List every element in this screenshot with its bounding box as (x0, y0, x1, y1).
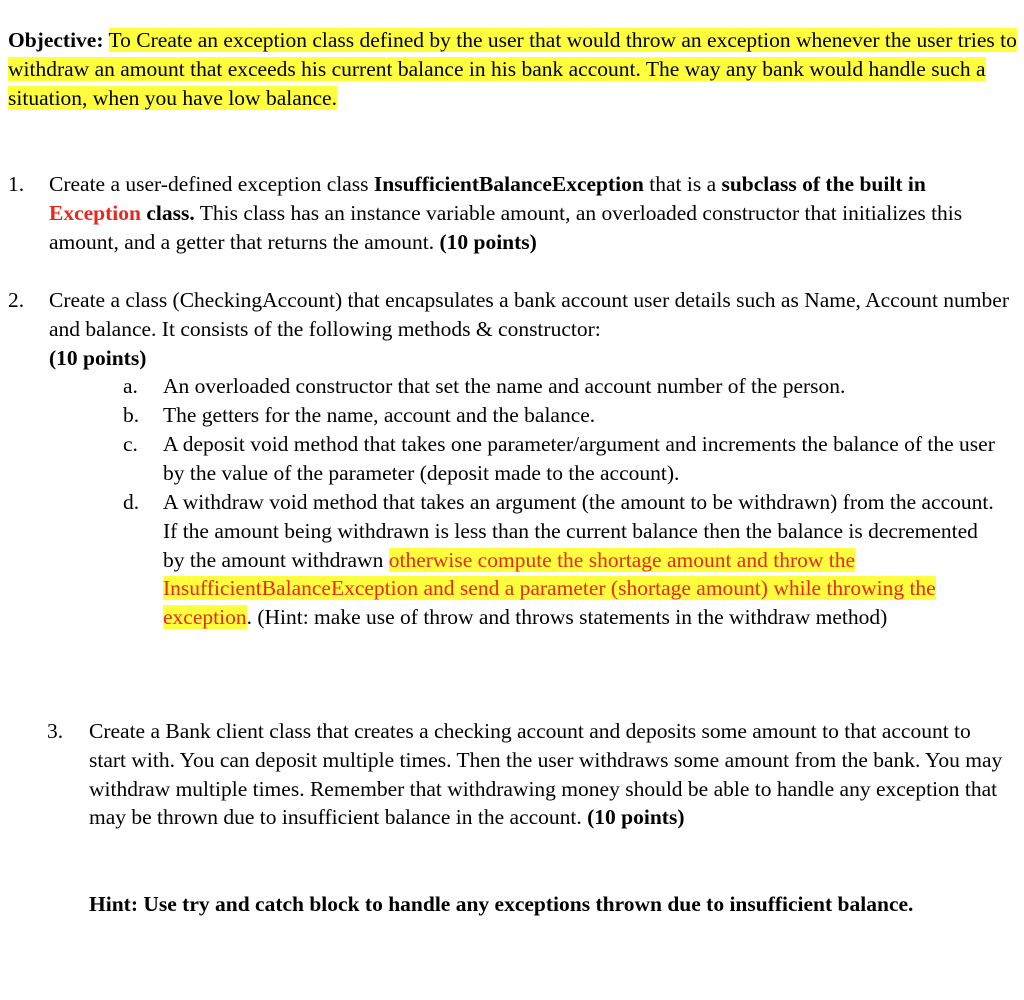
subitem-letter: c. (123, 432, 138, 456)
highlighted-requirement: otherwise compute the shortage amount and throw the InsufficientBalanceException and send a parameter (shortage amount) while throwing the exception (163, 547, 936, 630)
subitem-text: A withdraw void method that takes an argument (the amount to be withdrawn) from the account. If the amount being withdrawn is less than the current balance then the balance is decremented by the amount withdrawn otherwise compute the shortage amount and throw the InsufficientBalanceException and send a parameter (shortage amount) while throwing the exception. (Hint: make use of throw and throws statements in the withdraw method) (163, 490, 994, 630)
objective-label: Objective: (8, 28, 104, 52)
hint-text: Hint: Use try and catch block to handle any exceptions thrown due to insufficient balance. (89, 892, 914, 916)
subitem-text: The getters for the name, account and the balance. (163, 403, 596, 427)
subitem-text: A deposit void method that takes one parameter/argument and increments the balance of the user by the value of the parameter (deposit made to the account). (163, 432, 995, 485)
exception-class-name: InsufficientBalanceException (373, 172, 644, 196)
points-label: (10 points) (587, 805, 685, 830)
subitem-letter: a. (123, 374, 138, 398)
subitem-text: An overloaded constructor that set the name and account number of the person. (163, 374, 846, 398)
item-number: 3. (47, 719, 64, 743)
objective-text: To Create an exception class defined by the user that would throw an exception whenever the user tries to withdraw an amount that exceeds his current balance in his bank account. The way any bank would handle such a situation, when you have low balance. (8, 28, 1017, 110)
points-label: (10 points) (49, 345, 147, 370)
item-3-text: Create a Bank client class that creates a checking account and deposits some amount to that account to start with. You can deposit multiple times. Then the user withdraws some amount from the bank. You may withdraw multiple times. Remember that withdrawing money should be able to handle any exception that may be thrown due to insufficient balance in the account. (10 points) (89, 719, 1003, 830)
objective-paragraph (8, 26, 1018, 112)
subitem-letter: b. (123, 403, 140, 427)
item-number: 2. (8, 288, 25, 312)
points-label: (10 points) (439, 229, 537, 254)
subitem-letter: d. (123, 490, 140, 514)
exception-keyword: Exception (49, 200, 141, 225)
item-1-text: Create a user-defined exception class InsufficientBalanceException that is a subclass of the built in Exception class. This class has an instance variable amount, an overloaded constructor that initializes this amount, and a getter that returns the amount. (10 points) (49, 172, 963, 254)
item-2-text: Create a class (CheckingAccount) that encapsulates a bank account user details such as Name, Account number and balance. It consists of the following methods & constructor: (10 points) (49, 288, 1009, 370)
item-number: 1. (8, 172, 25, 196)
